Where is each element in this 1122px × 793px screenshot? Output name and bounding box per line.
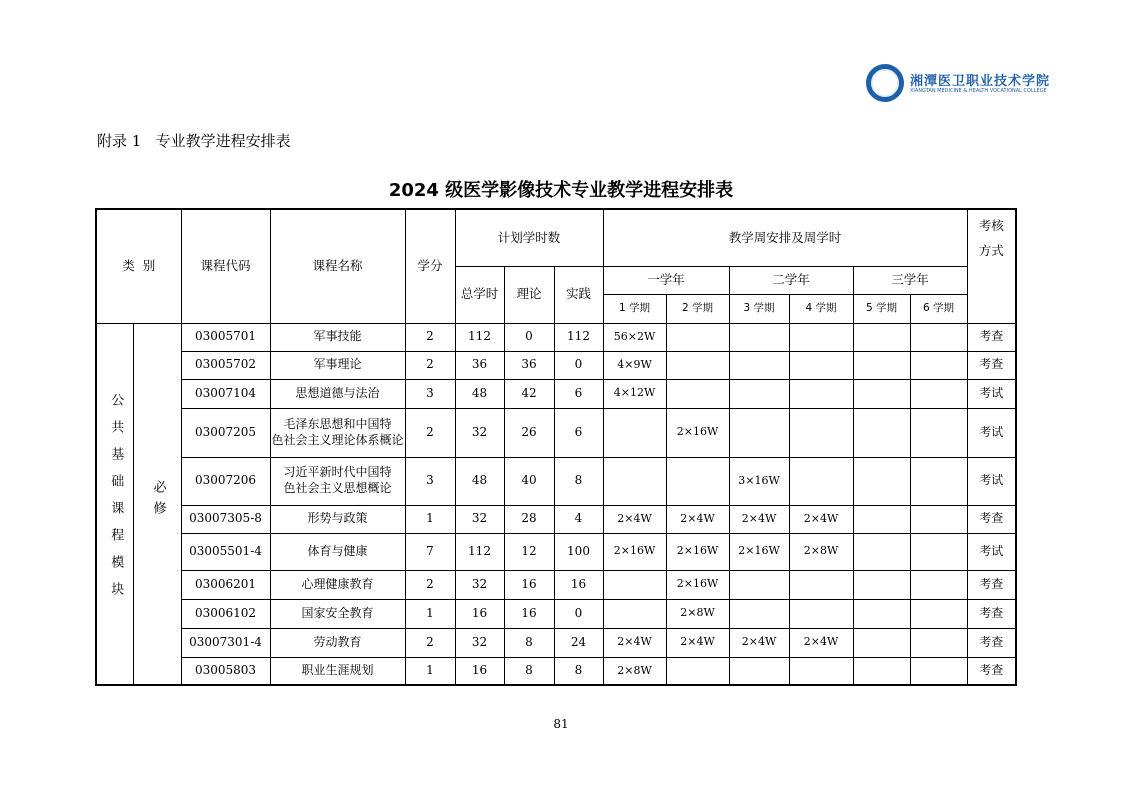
- course-credits: 3: [405, 457, 455, 505]
- course-practice-hours: 8: [554, 457, 603, 505]
- table-row: [96, 657, 1016, 685]
- header-sem1: 1 学期: [603, 294, 666, 323]
- semester-4-schedule: [789, 570, 853, 599]
- semester-3-schedule: [729, 351, 789, 379]
- semester-6-schedule: [910, 657, 967, 685]
- course-code: 03005501-4: [181, 533, 270, 570]
- semester-5-schedule: [853, 379, 910, 408]
- semester-2-schedule: [666, 379, 729, 408]
- semester-4-schedule: [789, 408, 853, 457]
- semester-5-schedule: [853, 628, 910, 657]
- semester-1-schedule: 2×4W: [603, 628, 666, 657]
- course-name: 思想道德与法治: [270, 379, 405, 408]
- course-credits: 2: [405, 408, 455, 457]
- header-course-name: 课程名称: [270, 209, 405, 323]
- semester-1-schedule: [603, 457, 666, 505]
- course-exam-method: 考查: [967, 628, 1016, 657]
- course-name-line1: 毛泽东思想和中国特: [283, 416, 392, 431]
- course-practice-hours: 0: [554, 351, 603, 379]
- semester-1-schedule: [603, 408, 666, 457]
- course-exam-method: 考试: [967, 379, 1016, 408]
- course-theory-hours: 42: [504, 379, 554, 408]
- semester-2-schedule: 2×16W: [666, 408, 729, 457]
- table-row: [96, 570, 1016, 599]
- semester-3-schedule: 3×16W: [729, 457, 789, 505]
- course-total-hours: 16: [455, 599, 504, 628]
- course-name-line2: 色社会主义理论体系概论: [271, 432, 404, 447]
- header-sem3: 3 学期: [729, 294, 789, 323]
- semester-4-schedule: [789, 457, 853, 505]
- course-theory-hours: 8: [504, 657, 554, 685]
- course-total-hours: 112: [455, 533, 504, 570]
- semester-5-schedule: [853, 457, 910, 505]
- table-row: [96, 351, 1016, 379]
- semester-3-schedule: 2×16W: [729, 533, 789, 570]
- course-total-hours: 36: [455, 351, 504, 379]
- college-seal-icon: [866, 64, 904, 102]
- header-planned-hours: 计划学时数: [455, 209, 603, 266]
- course-total-hours: 48: [455, 379, 504, 408]
- course-credits: 2: [405, 628, 455, 657]
- header-sem6: 6 学期: [910, 294, 967, 323]
- requirement-cell: [133, 323, 181, 685]
- table-row: [96, 533, 1016, 570]
- semester-4-schedule: [789, 351, 853, 379]
- course-exam-method: 考查: [967, 323, 1016, 351]
- course-theory-hours: 0: [504, 323, 554, 351]
- semester-2-schedule: 2×16W: [666, 533, 729, 570]
- semester-4-schedule: 2×4W: [789, 628, 853, 657]
- college-name-en: XIANGTAN MEDICINE & HEALTH VOCATIONAL COLLEGE: [910, 88, 1047, 94]
- course-name: 体育与健康: [270, 533, 405, 570]
- semester-6-schedule: [910, 533, 967, 570]
- semester-4-schedule: [789, 599, 853, 628]
- course-name: 职业生涯规划: [270, 657, 405, 685]
- course-exam-method: 考查: [967, 351, 1016, 379]
- semester-2-schedule: 2×16W: [666, 570, 729, 599]
- semester-2-schedule: 2×8W: [666, 599, 729, 628]
- course-credits: 1: [405, 657, 455, 685]
- semester-4-schedule: 2×4W: [789, 505, 853, 533]
- table-row: [96, 599, 1016, 628]
- header-total-hours: 总学时: [455, 266, 504, 323]
- header-sem2: 2 学期: [666, 294, 729, 323]
- header-exam-method: [967, 209, 1016, 266]
- header-year3: 三学年: [853, 266, 967, 294]
- semester-5-schedule: [853, 599, 910, 628]
- course-credits: 1: [405, 599, 455, 628]
- course-name: [270, 408, 405, 457]
- course-code: 03007104: [181, 379, 270, 408]
- course-name: 军事技能: [270, 323, 405, 351]
- module-label: 公共基础课程模块: [108, 393, 124, 610]
- course-total-hours: 32: [455, 505, 504, 533]
- semester-1-schedule: [603, 599, 666, 628]
- course-total-hours: 16: [455, 657, 504, 685]
- course-practice-hours: 6: [554, 408, 603, 457]
- course-code: 03007305-8: [181, 505, 270, 533]
- course-exam-method: 考查: [967, 599, 1016, 628]
- header-sem4: 4 学期: [789, 294, 853, 323]
- module-cell: [96, 323, 133, 685]
- semester-1-schedule: [603, 570, 666, 599]
- semester-6-schedule: [910, 457, 967, 505]
- semester-5-schedule: [853, 505, 910, 533]
- header-year1: 一学年: [603, 266, 729, 294]
- semester-1-schedule: 4×9W: [603, 351, 666, 379]
- table-row: [96, 323, 1016, 351]
- course-total-hours: 32: [455, 408, 504, 457]
- semester-6-schedule: [910, 323, 967, 351]
- semester-4-schedule: [789, 323, 853, 351]
- semester-1-schedule: 2×16W: [603, 533, 666, 570]
- semester-6-schedule: [910, 599, 967, 628]
- header-exam-blank: [967, 266, 1016, 323]
- course-code: 03005701: [181, 323, 270, 351]
- semester-2-schedule: [666, 323, 729, 351]
- course-total-hours: 32: [455, 570, 504, 599]
- semester-5-schedule: [853, 533, 910, 570]
- semester-3-schedule: [729, 408, 789, 457]
- course-name: 劳动教育: [270, 628, 405, 657]
- table-row: [96, 379, 1016, 408]
- course-code: 03006201: [181, 570, 270, 599]
- header-credits: 学分: [405, 209, 455, 323]
- course-code: 03007301-4: [181, 628, 270, 657]
- course-total-hours: 48: [455, 457, 504, 505]
- table-row: [96, 457, 1016, 505]
- appendix-title: 附录 1 专业教学进程安排表: [97, 132, 291, 150]
- course-credits: 2: [405, 570, 455, 599]
- course-total-hours: 32: [455, 628, 504, 657]
- requirement-label: 必修: [150, 480, 166, 523]
- semester-6-schedule: [910, 379, 967, 408]
- course-exam-method: 考试: [967, 408, 1016, 457]
- semester-3-schedule: 2×4W: [729, 505, 789, 533]
- course-theory-hours: 40: [504, 457, 554, 505]
- semester-3-schedule: [729, 323, 789, 351]
- course-name-line2: 色社会主义思想概论: [283, 481, 392, 495]
- teaching-schedule-table: [95, 208, 1017, 686]
- semester-6-schedule: [910, 628, 967, 657]
- semester-2-schedule: 2×4W: [666, 505, 729, 533]
- semester-3-schedule: [729, 570, 789, 599]
- course-exam-method: 考查: [967, 570, 1016, 599]
- header-category: 类 别: [96, 209, 181, 323]
- course-name: 军事理论: [270, 351, 405, 379]
- semester-6-schedule: [910, 505, 967, 533]
- semester-6-schedule: [910, 351, 967, 379]
- course-credits: 2: [405, 351, 455, 379]
- header-exam-line2: 方式: [978, 243, 1004, 258]
- semester-4-schedule: [789, 379, 853, 408]
- course-theory-hours: 8: [504, 628, 554, 657]
- course-practice-hours: 112: [554, 323, 603, 351]
- semester-3-schedule: 2×4W: [729, 628, 789, 657]
- course-credits: 7: [405, 533, 455, 570]
- course-exam-method: 考试: [967, 533, 1016, 570]
- course-code: 03005803: [181, 657, 270, 685]
- semester-6-schedule: [910, 408, 967, 457]
- header-exam-line1: 考核: [978, 218, 1004, 233]
- table-row: [96, 408, 1016, 457]
- course-practice-hours: 8: [554, 657, 603, 685]
- semester-5-schedule: [853, 570, 910, 599]
- course-credits: 3: [405, 379, 455, 408]
- semester-2-schedule: [666, 657, 729, 685]
- semester-1-schedule: 2×8W: [603, 657, 666, 685]
- semester-3-schedule: [729, 379, 789, 408]
- semester-1-schedule: 4×12W: [603, 379, 666, 408]
- semester-3-schedule: [729, 599, 789, 628]
- semester-4-schedule: [789, 657, 853, 685]
- course-theory-hours: 36: [504, 351, 554, 379]
- course-credits: 1: [405, 505, 455, 533]
- course-code: 03006102: [181, 599, 270, 628]
- course-exam-method: 考查: [967, 505, 1016, 533]
- table-title: 2024 级医学影像技术专业教学进程安排表: [388, 180, 734, 201]
- semester-5-schedule: [853, 323, 910, 351]
- header-year2: 二学年: [729, 266, 853, 294]
- course-practice-hours: 100: [554, 533, 603, 570]
- header-weekly-schedule: 教学周安排及周学时: [603, 209, 967, 266]
- semester-3-schedule: [729, 657, 789, 685]
- college-name-cn: 湘潭医卫职业技术学院: [910, 74, 1051, 89]
- course-theory-hours: 12: [504, 533, 554, 570]
- course-practice-hours: 24: [554, 628, 603, 657]
- semester-2-schedule: 2×4W: [666, 628, 729, 657]
- course-practice-hours: 16: [554, 570, 603, 599]
- semester-5-schedule: [853, 351, 910, 379]
- course-name: 形势与政策: [270, 505, 405, 533]
- semester-4-schedule: 2×8W: [789, 533, 853, 570]
- course-theory-hours: 26: [504, 408, 554, 457]
- course-theory-hours: 28: [504, 505, 554, 533]
- semester-2-schedule: [666, 457, 729, 505]
- course-name-line1: 习近平新时代中国特: [283, 465, 392, 480]
- course-code: 03007206: [181, 457, 270, 505]
- table-row: [96, 628, 1016, 657]
- course-theory-hours: 16: [504, 570, 554, 599]
- course-credits: 2: [405, 323, 455, 351]
- semester-5-schedule: [853, 657, 910, 685]
- college-logo: [866, 64, 1051, 104]
- header-course-code: 课程代码: [181, 209, 270, 323]
- course-name: [270, 457, 405, 505]
- header-practice: 实践: [554, 266, 603, 323]
- course-theory-hours: 16: [504, 599, 554, 628]
- semester-5-schedule: [853, 408, 910, 457]
- course-name: 心理健康教育: [270, 570, 405, 599]
- page-number: 81: [553, 717, 569, 731]
- course-name: 国家安全教育: [270, 599, 405, 628]
- table-row: [96, 505, 1016, 533]
- course-practice-hours: 0: [554, 599, 603, 628]
- course-code: 03007205: [181, 408, 270, 457]
- semester-6-schedule: [910, 570, 967, 599]
- course-exam-method: 考试: [967, 457, 1016, 505]
- semester-1-schedule: 56×2W: [603, 323, 666, 351]
- course-practice-hours: 4: [554, 505, 603, 533]
- course-total-hours: 112: [455, 323, 504, 351]
- course-code: 03005702: [181, 351, 270, 379]
- semester-1-schedule: 2×4W: [603, 505, 666, 533]
- course-practice-hours: 6: [554, 379, 603, 408]
- header-sem5: 5 学期: [853, 294, 910, 323]
- header-theory: 理论: [504, 266, 554, 323]
- semester-2-schedule: [666, 351, 729, 379]
- course-exam-method: 考查: [967, 657, 1016, 685]
